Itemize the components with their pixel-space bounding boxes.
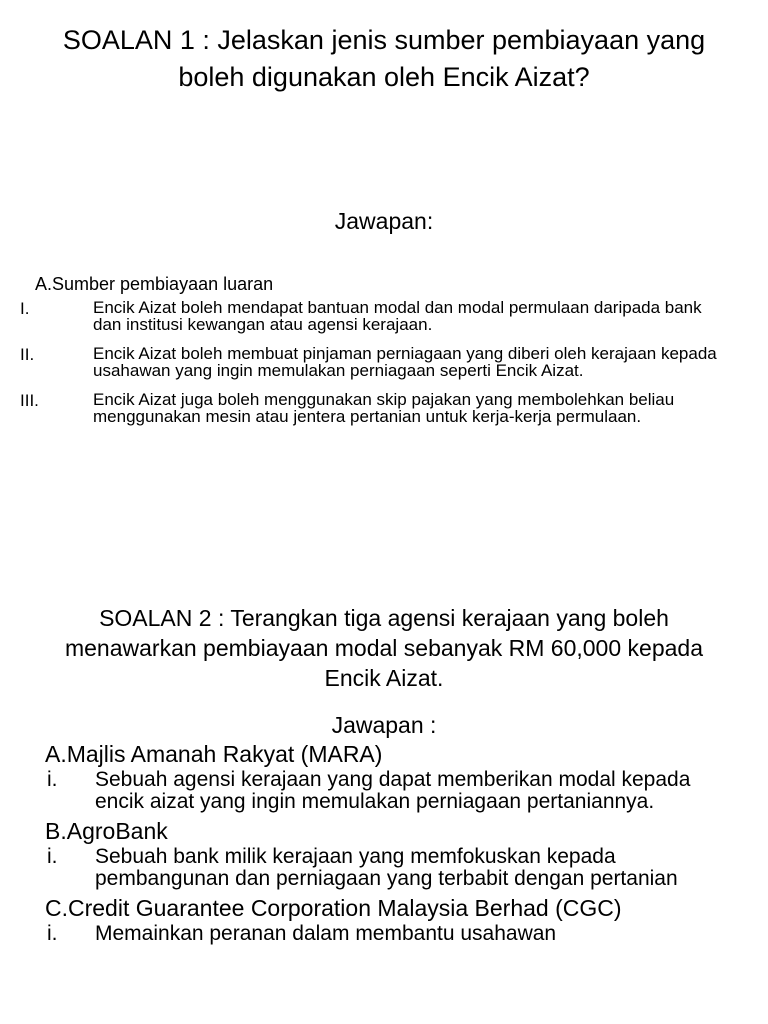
item-text: Memainkan peranan dalam membantu usahawan — [95, 922, 557, 945]
item-text: Encik Aizat boleh mendapat bantuan modal dan modal permulaan daripada bank dan institusi kewangan atau agensi kerajaan. — [93, 298, 702, 334]
item-number: i. — [47, 845, 58, 868]
list-item — [47, 923, 745, 949]
item-text: Encik Aizat juga boleh menggunakan skip pajakan yang membolehkan beliau menggunakan mesin atau jentera pertanian untuk kerja-kerja permulaan. — [93, 390, 675, 426]
item-number: i. — [47, 768, 58, 791]
agency-heading-agrobank: B.AgroBank — [45, 818, 168, 844]
agency-heading-mara: A.Majlis Amanah Rakyat (MARA) — [45, 741, 383, 767]
question-1-answer-label: Jawapan: — [334, 208, 434, 234]
list-item — [20, 299, 740, 345]
question-1-title: SOALAN 1 : Jelaskan jenis sumber pembiayaan yang boleh digunakan oleh Encik Aizat? — [62, 25, 706, 92]
question-2-title: SOALAN 2 : Terangkan tiga agensi kerajaan yang boleh menawarkan pembiayaan modal sebanyak RM 60,000 kepada Encik Aizat. — [64, 605, 703, 691]
list-item — [20, 391, 740, 437]
section-heading: A.Sumber pembiayaan luaran — [35, 274, 274, 294]
item-number: II. — [20, 345, 35, 364]
list-item — [47, 846, 745, 894]
list-item — [47, 769, 745, 817]
agency-heading-cgc: C.Credit Guarantee Corporation Malaysia Berhad (CGC) — [45, 895, 622, 921]
question-2-answer-list — [45, 740, 745, 949]
item-number: i. — [47, 922, 58, 945]
question-2-answer-label: Jawapan : — [331, 712, 437, 738]
item-number: I. — [20, 299, 30, 318]
list-item — [20, 345, 740, 391]
question-1-answer-list — [20, 299, 740, 437]
item-text: Sebuah bank milik kerajaan yang memfokuskan kepada pembangunan dan perniagaan yang terbabit dengan pertanian — [95, 845, 678, 890]
item-number: III. — [20, 391, 39, 410]
item-text: Sebuah agensi kerajaan yang dapat memberikan modal kepada encik aizat yang ingin memulakan perniagaan pertaniannya. — [95, 768, 691, 813]
item-text: Encik Aizat boleh membuat pinjaman perniagaan yang diberi oleh kerajaan kepada usahawan yang ingin memulakan perniagaan seperti Encik Aizat. — [93, 344, 717, 380]
